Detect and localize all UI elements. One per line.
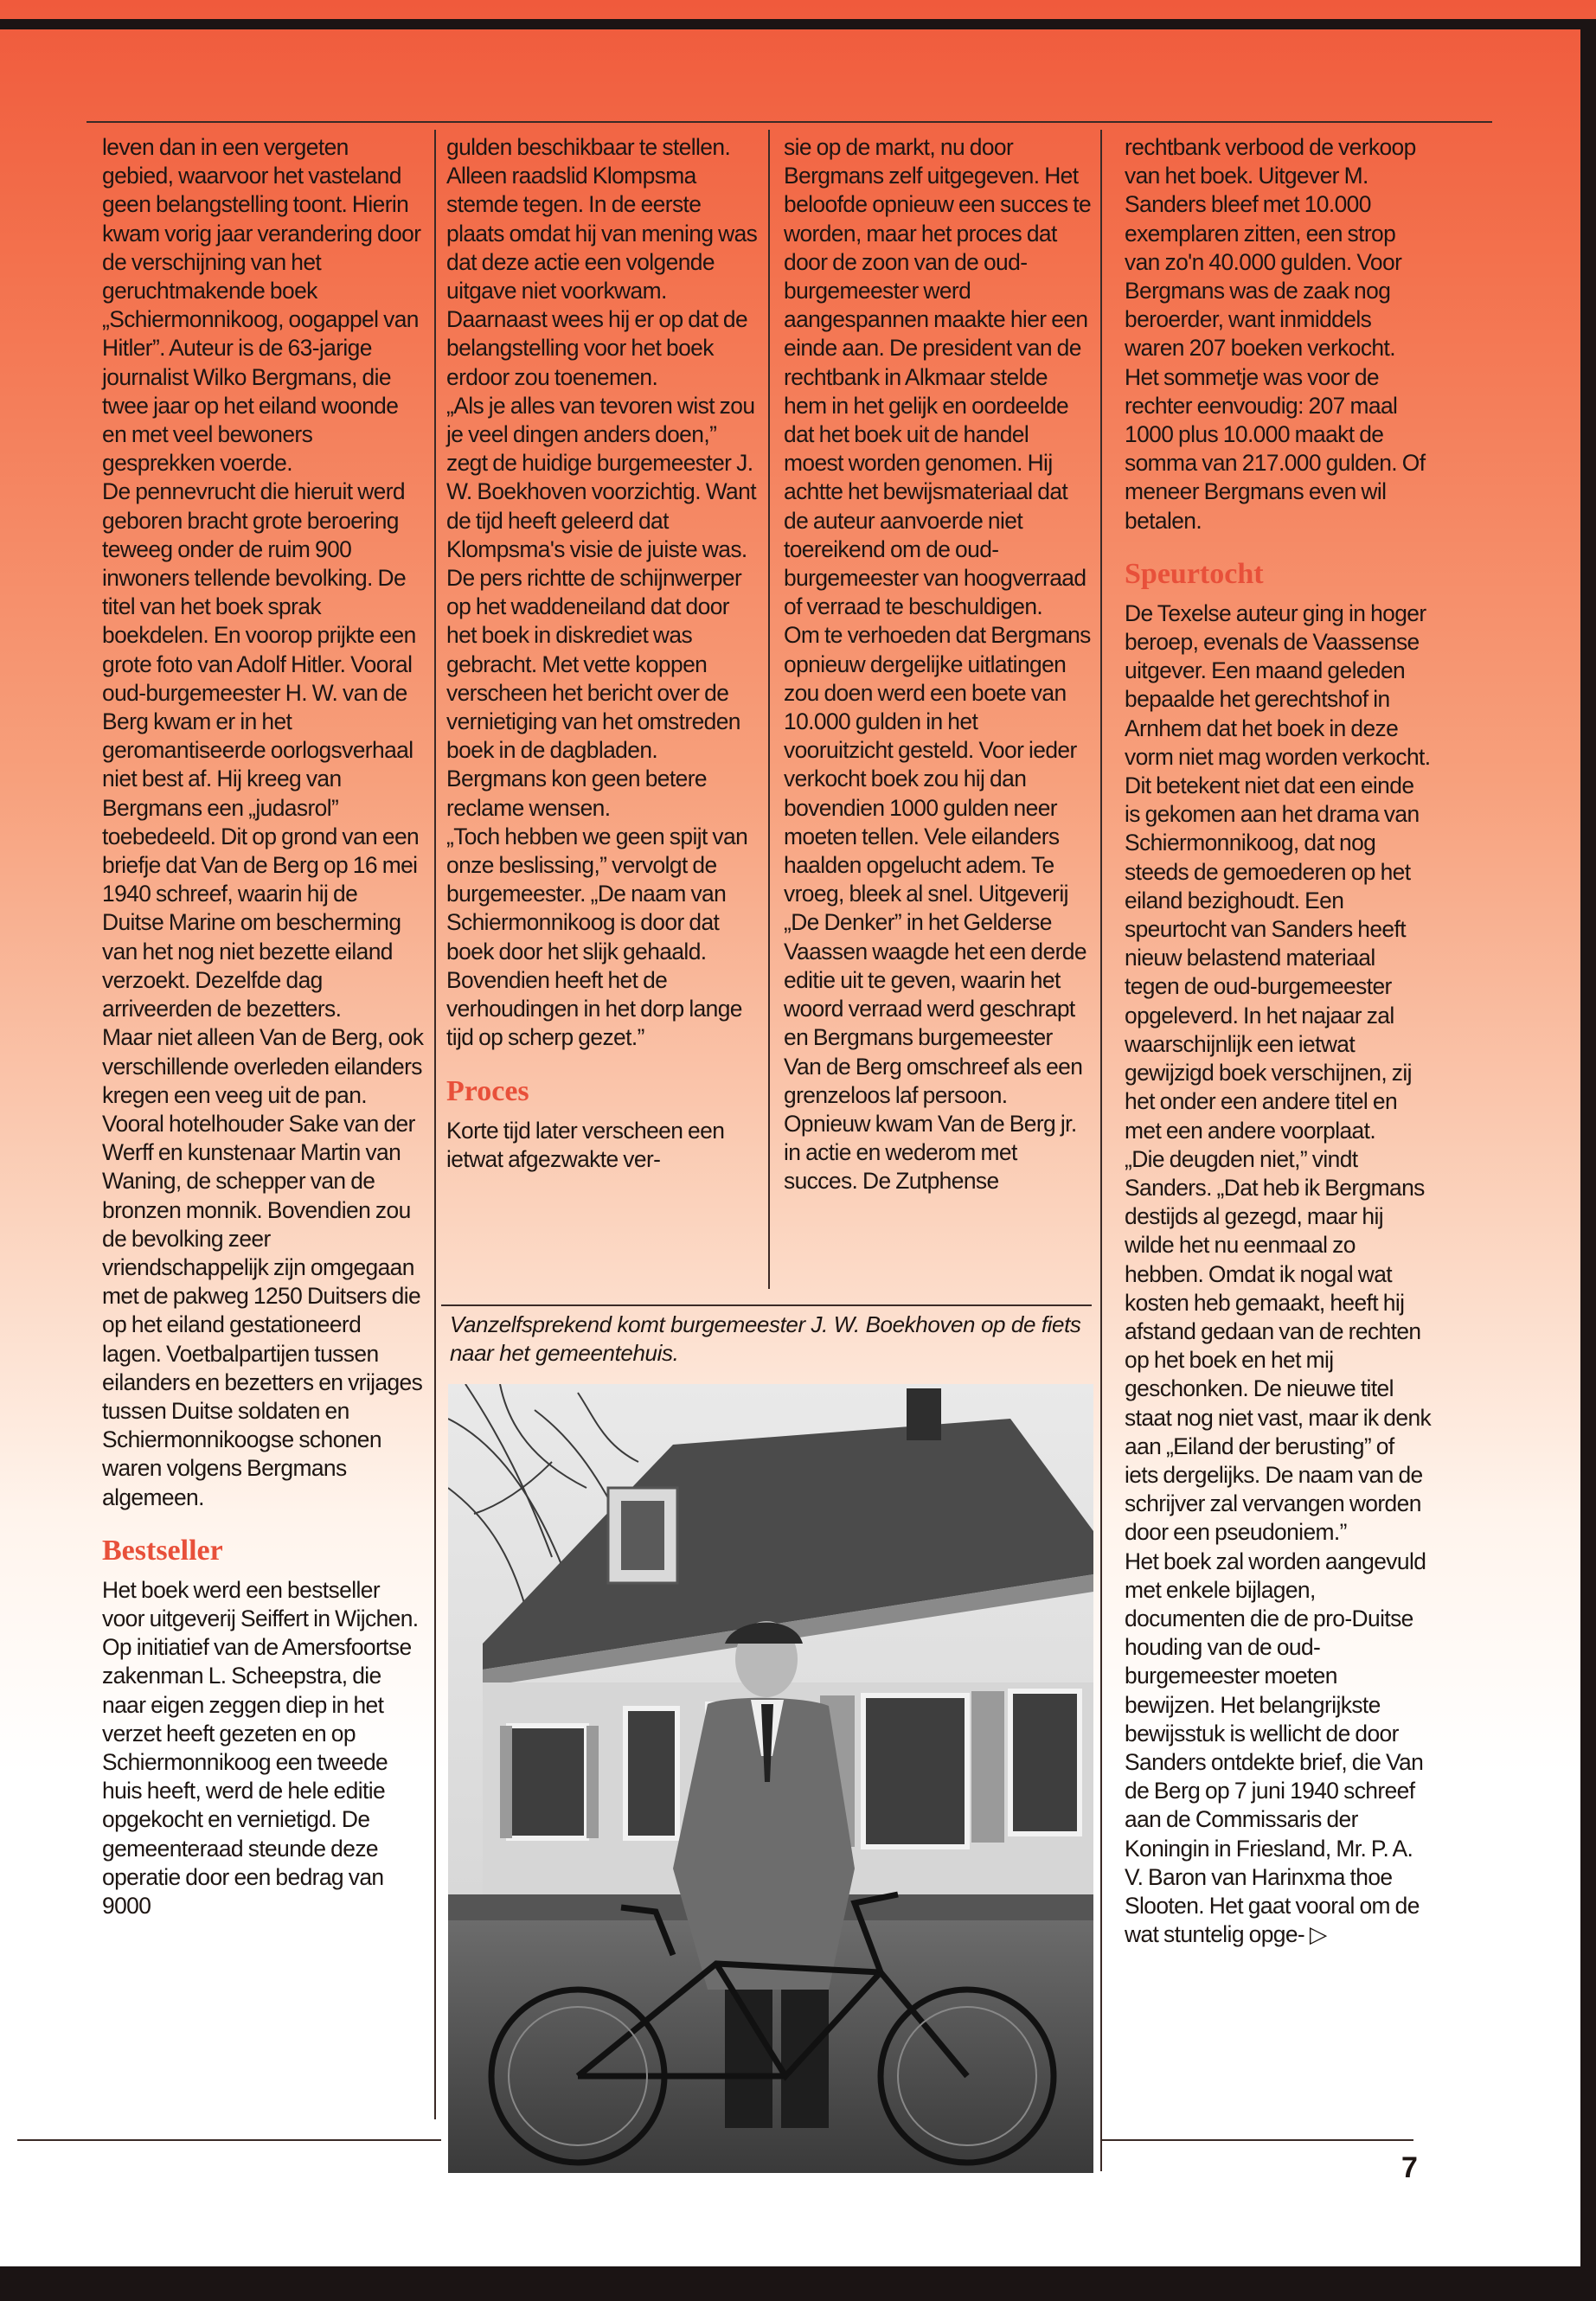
page-bottom-rule (1100, 2139, 1413, 2141)
article-column-4 (1125, 133, 1432, 1949)
bottom-border (0, 2266, 1596, 2301)
paragraph: „Toch hebben we geen spijt van onze beslissing,” vervolgt de burgemeester. „De naam van Schiermonnikoog is door dat boek door het slijk gehaald. Bovendien heeft het de verhoudingen in het dorp lange tijd op scherp gezet.” (446, 823, 748, 1051)
column-bottom-rule (17, 2139, 441, 2141)
photo-caption: Vanzelfsprekend komt burgemeester J. W. Boekhoven op de fiets naar het gemeentehuis. (450, 1311, 1081, 1366)
photo-illustration (448, 1384, 1093, 2173)
paragraph: Opnieuw kwam Van de Berg jr. in actie en wederom met succes. De Zutphense (784, 1110, 1077, 1195)
column-divider-2 (768, 130, 770, 1289)
paragraph: sie op de markt, nu door Bergmans zelf uitgegeven. Het beloofde opnieuw een succes te worden, maar het proces dat door de zoon van de oud-burgemeester werd aangespannen maakte hier een einde aan. De president van de rechtbank in Alkmaar stelde hem in het gelijk en oordeelde dat het boek uit de handel moest worden genomen. Hij achtte het bewijsmateriaal dat de auteur aanvoerde niet toereikend om de oud-burgemeester van hoogverraad of verraad te beschuldigen. (784, 134, 1092, 620)
paragraph: „Als je alles van tevoren wist zou je veel dingen anders doen,” zegt de huidige burgemeester J. W. Boekhoven voorzichtig. Want de tijd heeft geleerd dat Klompsma's visie de juiste was. De pers richtte de schijnwerper op het waddeneiland dat door het boek in diskrediet was gebracht. Met vette koppen verscheen het bericht over de vernietiging van het omstreden boek in de dagbladen. Bergmans kon geen betere reclame wensen. (446, 392, 756, 821)
paragraph: gulden beschikbaar te stellen. Alleen raadslid Klompsma stemde tegen. In de eerste plaats omdat hij van mening was dat deze actie een volgende uitgave niet voorkwam. Daarnaast wees hij er op dat de belangstelling voor het boek erdoor zou toenemen. (446, 134, 758, 390)
paragraph: De pennevrucht die hieruit werd geboren bracht grote beroering teweeg onder de ruim 900 inwoners tellende bevolking. De titel van het boek sprak boekdelen. En voorop prijkte een grote foto van Adolf Hitler. Vooral oud-burgemeester H. W. van de Berg kwam er in het geromantiseerde oorlogsverhaal niet best af. Hij kreeg van Bergmans een „judasrol” toebedeeld. Dit op grond van een briefje dat Van de Berg op 16 mei 1940 schreef, waarin hij de Duitse Marine om bescherming van het nog niet bezette eiland verzoekt. Dezelfde dag arriveerden de bezetters. (102, 478, 420, 1022)
paragraph: rechtbank verbood de verkoop van het boek. Uitgever M. Sanders bleef met 10.000 exemplaren zitten, een strop van zo'n 40.000 gulden. Voor Bergmans was de zaak nog beroerder, want inmiddels waren 207 boeken verkocht. Het sommetje was voor de rechter eenvoudig: 207 maal 1000 plus 10.000 maakt de somma van 217.000 gulden. Of meneer Bergmans even wil betalen. (1125, 134, 1426, 534)
paragraph: Maar niet alleen Van de Berg, ook verschillende overleden eilanders kregen een veeg uit de pan. Vooral hotelhouder Sake van der Werff en kunstenaar Martin van Waning, de schepper van de bronzen monnik. Bovendien zou de bevolking zeer vriendschappelijk zijn omgegaan met de pakweg 1250 Duitsers die op het eiland gestationeerd lagen. Voetbalpartijen tussen eilanders en bezetters en vrijages tussen Duitse soldaten en Schiermonnikoogse schonen waren volgens Bergmans algemeen. (102, 1024, 424, 1510)
continue-arrow-icon: ▷ (1309, 1921, 1327, 1948)
right-border (1580, 19, 1596, 2268)
column-divider-1 (434, 130, 436, 2119)
page-number: 7 (1401, 2151, 1418, 2184)
paragraph (1125, 1548, 1432, 1950)
paragraph: De Texelse auteur ging in hoger beroep, evenals de Vaassense uitgever. Een maand geleden bepaalde het gerechtshof in Arnhem dat het boek in deze vorm niet mag worden verkocht. Dit betekent niet dat een einde is gekomen aan het drama van Schiermonnikoog, dat nog steeds de gemoederen op het eiland bezighoudt. Een speurtocht van Sanders heeft nieuw belastend materiaal tegen de oud-burgemeester opgeleverd. In het najaar zal waarschijnlijk een ietwat gewijzigd boek verschijnen, zij het onder een andere titel en met een andere voorplaat. (1125, 599, 1431, 1144)
photo-mayor-with-bicycle (448, 1384, 1093, 2173)
paragraph: Het boek werd een bestseller voor uitgeverij Seiffert in Wijchen. Op initiatief van de Amersfoortse zakenman L. Scheepstra, die naar eigen zeggen diep in het verzet heeft gezeten en op Schiermonnikoog een tweede huis heeft, werd de hele editie opgekocht en vernietigd. De gemeenteraad steunde deze operatie door een bedrag van 9000 (102, 1576, 419, 1919)
paragraph: „Die deugden niet,” vindt Sanders. „Dat heb ik Bergmans destijds al gezegd, maar hij wilde het nu eenmaal zo hebben. Omdat ik nogal wat kosten heb gemaakt, heeft hij afstand gedaan van de rechten op het boek en het mij geschonken. De nieuwe titel staat nog niet vast, maar ik denk aan „Eiland der berusting” of iets dergelijks. De naam van de schrijver zal vervangen worden door een pseudoniem.” (1125, 1145, 1432, 1546)
section-heading-bestseller: Bestseller (102, 1534, 223, 1567)
column-divider-3 (1100, 130, 1102, 2171)
paragraph: Korte tijd later verscheen een ietwat afgezwakte ver- (446, 1117, 725, 1172)
article-column-1 (102, 133, 424, 1920)
paragraph-text: Het boek zal worden aangevuld met enkele bijlagen, documenten die de pro-Duitse houding van de oud-burgemeester moeten bewijzen. Het belangrijkste bewijsstuk is wellicht de door Sanders ontdekte brief, die Van de Berg op 7 juni 1940 schreef aan de Commissaris der Koningin in Friesland, Mr. P. A. V. Baron van Harinxma thoe Slooten. Het gaat vooral om de wat stuntelig opge- (1125, 1548, 1426, 1948)
paragraph: leven dan in een vergeten gebied, waarvoor het vasteland geen belangstelling toont. Hierin kwam vorig jaar verandering door de verschijning van het geruchtmakende boek „Schiermonnikoog, oogappel van Hitler”. Auteur is de 63-jarige journalist Wilko Bergmans, die twee jaar op het eiland woonde en met veel bewoners gesprekken voerde. (102, 134, 421, 477)
section-heading-speurtocht: Speurtocht (1125, 557, 1264, 590)
section-heading-proces: Proces (446, 1074, 529, 1107)
paragraph: Om te verhoeden dat Bergmans opnieuw dergelijke uitlatingen zou doen werd een boete van 10.000 gulden in het vooruitzicht gesteld. Voor ieder verkocht boek zou hij dan bovendien 1000 gulden neer moeten tellen. Vele eilanders haalden opgelucht adem. Te vroeg, bleek al snel. Uitgeverij „De Denker” in het Gelderse Vaassen waagde het een derde editie uit te geven, waarin het woord verraad werd geschrapt en Bergmans burgemeester Van de Berg omschreef als een grenzeloos laf persoon. (784, 622, 1091, 1108)
column-top-rule (87, 121, 1492, 123)
top-border (0, 19, 1596, 29)
article-column-3 (784, 133, 1092, 1196)
article-column-2 (446, 133, 760, 1174)
caption-top-rule (441, 1304, 1092, 1306)
